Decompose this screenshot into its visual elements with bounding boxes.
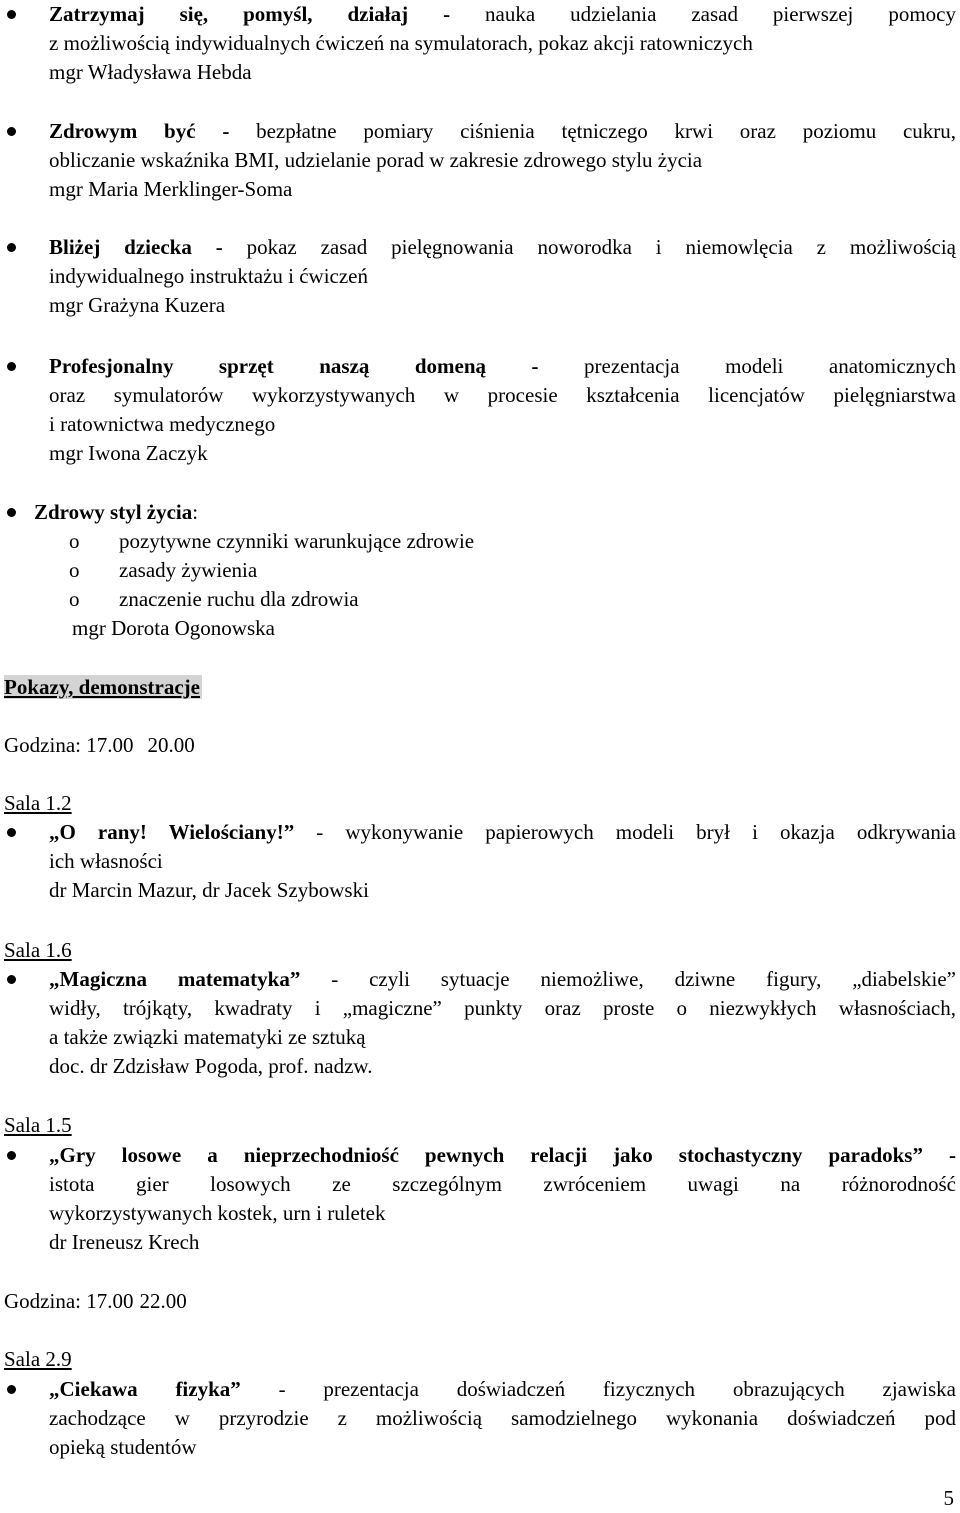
item-description-line: widły, trójkąty, kwadraty i „magiczne” punkty oraz proste o niezwykłych własnościach, — [49, 996, 956, 1020]
bullet-icon — [7, 975, 16, 984]
list-item — [49, 1375, 956, 1462]
sub-list-item — [69, 527, 672, 556]
item-description-line: a także związki matematyki ze sztuką — [49, 1025, 366, 1049]
sub-list — [69, 527, 672, 643]
room-label: Sala 1.5 — [4, 1113, 72, 1137]
time-end: 20.00 — [147, 733, 195, 757]
item-description: nauka udzielania zasad pierwszej pomocy — [485, 2, 956, 26]
room-label: Sala 1.6 — [4, 938, 72, 962]
item-title: „O rany! Wielościany!” — [49, 820, 295, 844]
item-title: „Gry losowe a nieprzechodniość pewnych relacji jako stochastyczny paradoks” - — [49, 1143, 956, 1167]
time-range — [4, 1287, 187, 1316]
item-title: Profesjonalny sprzęt naszą domeną - — [49, 354, 539, 378]
time-start: Godzina: 17.00 — [4, 1289, 134, 1313]
sub-list-item — [69, 556, 672, 585]
time-range — [4, 731, 195, 760]
page-number: 5 — [943, 1486, 954, 1510]
bullet-icon — [7, 508, 16, 517]
sub-list-item — [69, 585, 672, 614]
item-description-line: indywidualnego instruktażu i ćwiczeń — [49, 264, 368, 288]
bullet-icon — [7, 828, 16, 837]
item-description: - wykonywanie papierowych modeli brył i okazja odkrywania — [316, 820, 956, 844]
bullet-icon — [7, 362, 16, 371]
sub-item-text: znaczenie ruchu dla zdrowia — [119, 587, 359, 611]
circle-marker-icon: o — [69, 529, 80, 553]
item-title: Zdrowym być - — [49, 119, 230, 143]
sub-item-text: pozytywne czynniki warunkujące zdrowie — [119, 529, 475, 553]
presenter: doc. dr Zdzisław Pogoda, prof. nadzw. — [49, 1054, 373, 1078]
presenter: mgr Władysława Hebda — [49, 60, 252, 84]
presenter: mgr Maria Merklinger-Soma — [49, 177, 293, 201]
item-description-line: z możliwością indywidualnych ćwiczeń na symulatorach, pokaz akcji ratowniczych — [49, 31, 753, 55]
section-heading-text: Pokazy, demonstracje — [4, 675, 200, 699]
presenter: dr Ireneusz Krech — [49, 1230, 200, 1254]
list-item — [34, 498, 941, 527]
item-description-line: zachodzące w przyrodzie z możliwością samodzielnego wykonania doświadczeń pod — [49, 1406, 956, 1430]
room-label: Sala 1.2 — [4, 791, 72, 815]
sub-item-text: zasady żywienia — [119, 558, 258, 582]
section-heading — [4, 673, 202, 702]
item-description-line: wykorzystywanych kostek, urn i ruletek — [49, 1201, 386, 1225]
item-description: prezentacja modeli anatomicznych — [584, 354, 956, 378]
list-item — [49, 233, 956, 320]
item-description-line: obliczanie wskaźnika BMI, udzielanie porad w zakresie zdrowego stylu życia — [49, 148, 703, 172]
bullet-icon — [7, 1151, 16, 1160]
circle-marker-icon: o — [69, 558, 80, 582]
time-start: Godzina: 17.00 — [4, 733, 134, 757]
time-end: 22.00 — [139, 1289, 187, 1313]
list-item — [49, 965, 956, 1081]
item-title: „Ciekawa fizyka” — [49, 1377, 241, 1401]
circle-marker-icon: o — [69, 587, 80, 611]
item-description-line: ich własności — [49, 849, 163, 873]
item-description: - czyli sytuacje niemożliwe, dziwne figury, „diabelskie” — [331, 967, 957, 991]
list-item — [49, 818, 956, 905]
list-item — [49, 0, 956, 87]
list-item — [49, 352, 956, 468]
title-colon: : — [192, 500, 199, 524]
list-item — [49, 117, 956, 204]
bullet-icon — [7, 1385, 16, 1394]
presenter: mgr Iwona Zaczyk — [49, 441, 208, 465]
presenter: mgr Dorota Ogonowska — [72, 616, 275, 640]
presenter: dr Marcin Mazur, dr Jacek Szybowski — [49, 878, 369, 902]
item-description: pokaz zasad pielęgnowania noworodka i niemowlęcia z możliwością — [246, 235, 956, 259]
room-label: Sala 2.9 — [4, 1347, 72, 1371]
item-description-line: istota gier losowych ze szczególnym zwróceniem uwagi na różnorodność — [49, 1172, 956, 1196]
item-title: „Magiczna matematyka” — [49, 967, 301, 991]
bullet-icon — [7, 127, 16, 136]
item-title: Zdrowy styl życia — [34, 500, 193, 524]
item-description-line: opieką studentów — [49, 1435, 197, 1459]
item-title: Bliżej dziecka - — [49, 235, 223, 259]
presenter: mgr Grażyna Kuzera — [49, 293, 226, 317]
list-item — [49, 1141, 956, 1257]
item-description: - prezentacja doświadczeń fizycznych obrazujących zjawiska — [278, 1377, 956, 1401]
item-description-line: oraz symulatorów wykorzystywanych w procesie kształcenia licencjatów pielęgniarstwa — [49, 383, 956, 407]
bullet-icon — [7, 10, 16, 19]
item-title: Zatrzymaj się, pomyśl, działaj - — [49, 2, 451, 26]
item-description: bezpłatne pomiary ciśnienia tętniczego krwi oraz poziomu cukru, — [256, 119, 957, 143]
item-description-line: i ratownictwa medycznego — [49, 412, 276, 436]
bullet-icon — [7, 243, 16, 252]
